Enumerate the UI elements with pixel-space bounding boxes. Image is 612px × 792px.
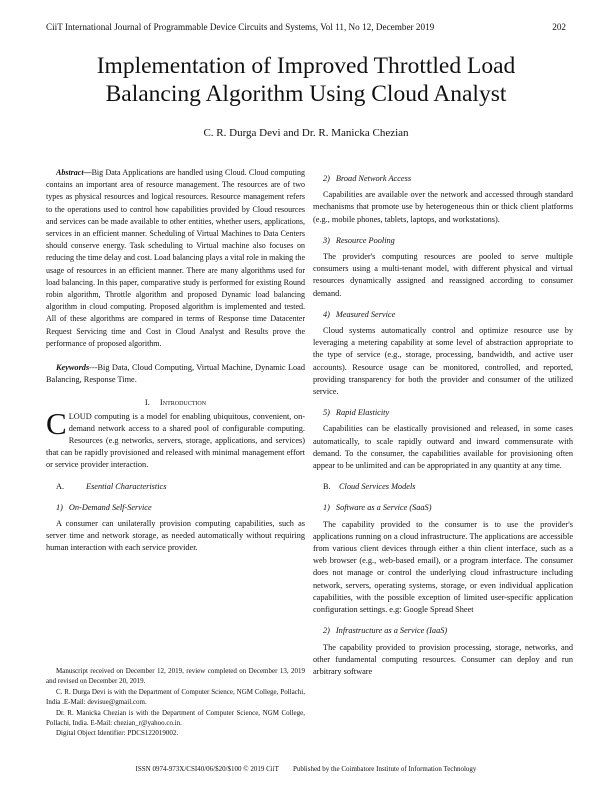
item-title: Resource Pooling [335, 235, 395, 245]
footnote-author-1: C. R. Durga Devi is with the Department of Computer Science, NGM College, Pollachi, India .E-Mail: devisue@gmail.com. [46, 687, 305, 707]
publisher: Published by the Coimbatore Institute of Information Technology [292, 765, 477, 773]
model-1-heading [313, 502, 573, 514]
right-column [313, 173, 573, 678]
item-label: 2) [323, 174, 330, 183]
item-2-heading [313, 173, 573, 185]
item-title: Measured Service [335, 309, 396, 319]
model-2-text: The capability provided to provision processing, storage, networks, and other fundamental computing resources. Consumer can deploy and run arbitrary software [313, 642, 573, 676]
item-title: Infrastructure as a Service (IaaS) [335, 626, 448, 636]
item-5-text: Capabilities can be elastically provisioned and released, in some cases automatically, to scale rapidly outward and inward commensurate with demand. To the consumer, the capabilities available for provisioning often appear to be unlimited and can be appropriated in any quantity at any time. [313, 424, 573, 471]
item-1-text: A consumer can unilaterally provision computing capabilities, such as server time and network storage, as needed automatically without requiring human interaction with each service provider. [46, 519, 305, 553]
keywords [46, 362, 305, 386]
item-4-text: Cloud systems automatically control and optimize resource use by leveraging a metering capability at some level of abstraction appropriate to the type of service (e.g., storage, processing, bandwidth, and active user accounts). Resource usage can be monitored, controlled, and reported, providing transparency for both the provider and consumer of the utilized service. [313, 326, 573, 397]
authors: C. R. Durga Devi and Dr. R. Manicka Chezian [203, 127, 409, 139]
journal-name: CiiT International Journal of Programmable Device Circuits and Systems, Vol 11, No 12, December 2019 [46, 22, 435, 32]
intro-text: LOUD computing is a model for enabling ubiquitous, convenient, on-demand network access to a shared pool of configurable computing. Resources (e.g networks, servers, storage, applications, and services) that can be rapidly provisioned and released with minimal management effort or service provider interaction. [46, 411, 305, 470]
title-line-2: Balancing Algorithm Using Cloud Analyst [105, 81, 507, 107]
item-title: Rapid Elasticity [335, 408, 390, 418]
section-title: Introduction [159, 397, 207, 408]
running-header [46, 22, 566, 32]
footnote-manuscript: Manuscript received on December 12, 2019, review completed on December 13, 2019 and revised on December 20, 2019. [46, 667, 305, 686]
item-label: 5) [323, 408, 330, 418]
item-label: 3) [323, 235, 330, 245]
subsection-title: Cloud Services Models [339, 482, 416, 492]
left-column [46, 167, 305, 555]
subsection-a-heading [46, 481, 305, 493]
intro-paragraph [46, 405, 305, 472]
subsection-label: A. [56, 481, 65, 491]
paper-title [0, 52, 612, 108]
subsection-b-heading [313, 481, 573, 493]
model-1-text: The capability provided to the consumer is to use the provider's applications running on a cloud infrastructure. The applications are accessible from various client devices through either a thin client interface, such as a web browser (e.g., web-based email), or a program interface. The consumer does not manage or control the underlying cloud infrastructure including network, servers, operating systems, storage, or even individual application capabilities, with the possible exception of limited user-specific application configuration settings. e.g: Google Spread Sheet [313, 519, 573, 615]
issn: ISSN 0974-973X/CSI40/06/$20/$100 © 2019 CiiT [135, 765, 279, 773]
dropcap-letter: C [46, 405, 67, 441]
keywords-text: Big Data, Cloud Computing, Virtual Machine, Dynamic Load Balancing, Response Time. [46, 363, 305, 385]
item-label: 4) [323, 309, 330, 319]
abstract-label: Abstract— [56, 168, 92, 177]
item-label: 1) [56, 502, 63, 512]
item-title: Software as a Service (SaaS) [335, 503, 432, 513]
page-number: 202 [552, 22, 566, 32]
subsection-title: Esential Characteristics [86, 481, 167, 491]
item-3-heading [313, 235, 573, 247]
item-label: 1) [323, 503, 330, 513]
subsection-label: B. [323, 482, 331, 492]
item-4-heading [313, 309, 573, 321]
abstract [46, 167, 305, 350]
item-title: Broad Network Access [335, 174, 412, 183]
section-number: I. [144, 397, 150, 408]
section-heading-introduction [46, 396, 305, 408]
keywords-label: Keywords--- [56, 363, 98, 373]
footnotes [46, 666, 305, 739]
model-2-heading [313, 625, 573, 637]
item-2-text: Capabilities are available over the network and accessed through standard mechanisms that promote use by heterogeneous thin or thick client platforms (e.g., mobile phones, tablets, laptops, and workstations). [313, 190, 573, 224]
page-footer [0, 765, 612, 773]
item-1-heading [46, 502, 305, 514]
item-title: On-Demand Self-Service [68, 502, 152, 512]
title-line-1: Implementation of Improved Throttled Load [96, 53, 516, 79]
abstract-text: Big Data Applications are handled using Cloud. Cloud computing contains an important area of resource management. The resources are of two types as physical resources and logical resources. Resource management refers to the operations used to control how capabilities provided by Cloud resources and services can be made available to other entities, whether users, applications, services in an efficient manner. Scheduling of Virtual Machines to Data Centers should conserve energy. Task scheduling to Virtual machine also focuses on reducing the time delay and cost. Load balancing plays a vital role in making the usage of resources in an efficient manner. There are many algorithms used for load balancing. In this paper, comparative study is performed for existing Round robin algorithm, Throttle algorithm and proposed Dynamic load balancing algorithm in cloud computing. Proposed algorithm is implemented and tested. All of these algorithms are compared in terms of Response time Datacenter Request Servicing time and Cost in Cloud Analyst and Results prove the performance of proposed algorithm. [46, 168, 305, 348]
footnote-doi: Digital Object Identifier: PDCS122019002. [56, 729, 179, 738]
item-3-text: The provider's computing resources are pooled to serve multiple consumers using a multi-tenant model, with different physical and virtual resources dynamically assigned and reassigned according to consumer demand. [313, 252, 573, 298]
item-5-heading [313, 407, 573, 419]
item-label: 2) [323, 626, 330, 636]
footnote-author-2: Dr. R. Manicka Chezian is with the Department of Computer Science, NGM College, Pollachi, India. E-Mail: chezian_r@yahoo.co.in. [46, 708, 305, 728]
